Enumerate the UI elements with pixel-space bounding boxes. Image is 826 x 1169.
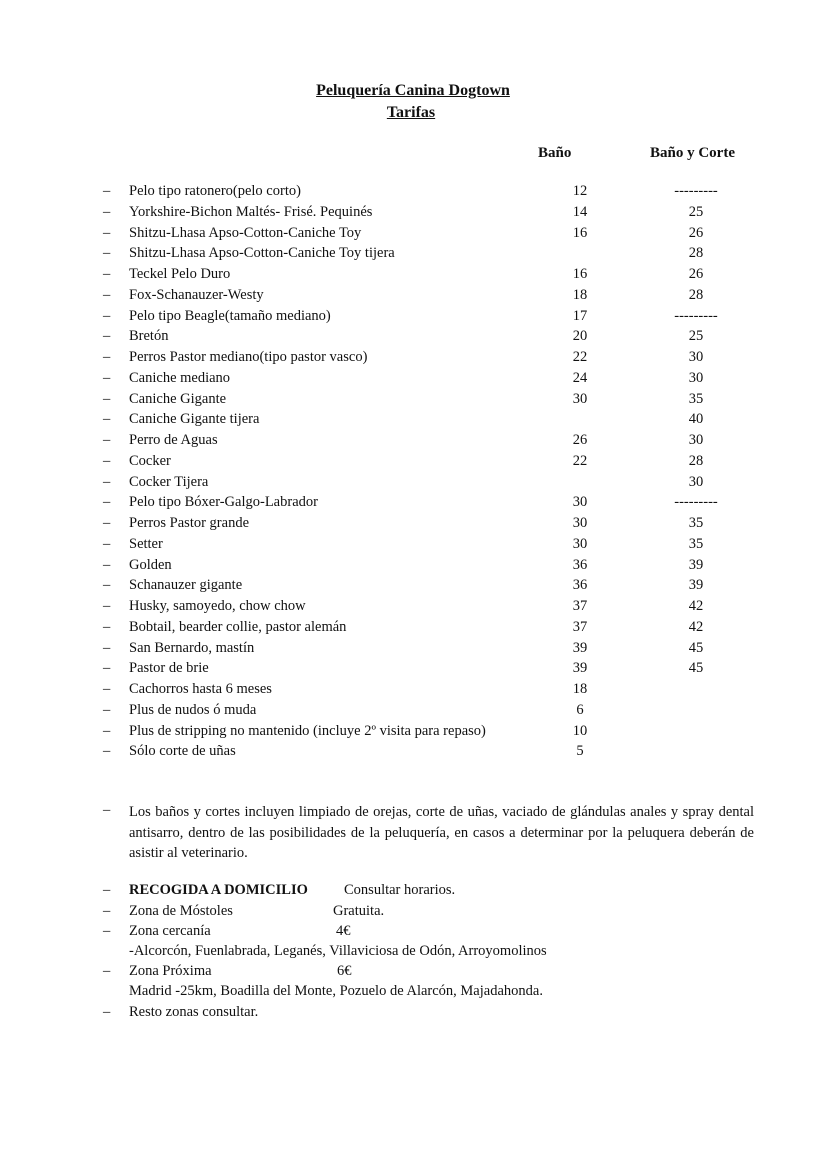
breed-label: Yorkshire-Bichon Maltés- Frisé. Pequinés <box>129 203 373 220</box>
bath-price: 14 <box>572 203 588 220</box>
price-row <box>0 430 826 450</box>
bath-cut-price: 30 <box>688 473 704 490</box>
bath-price: 22 <box>572 452 588 469</box>
bath-cut-price: 26 <box>688 266 704 282</box>
bath-price: 26 <box>572 432 588 448</box>
bullet-dash: – <box>103 722 111 739</box>
bath-cut-price: --------- <box>674 307 718 324</box>
bullet-dash: – <box>103 660 111 677</box>
bath-cut-price: 35 <box>688 390 704 407</box>
bath-price: 20 <box>572 328 588 345</box>
bullet-dash: – <box>103 923 111 939</box>
bath-cut-price: 26 <box>688 224 704 241</box>
price-row <box>0 679 826 699</box>
pickup-zone-row <box>0 961 826 981</box>
bath-cut-price: 35 <box>688 535 704 552</box>
bath-price: 17 <box>572 307 588 324</box>
breed-label: Teckel Pelo Duro <box>129 266 231 282</box>
bullet-dash: – <box>103 369 111 386</box>
bath-price: 18 <box>572 286 588 303</box>
bullet-dash: – <box>103 963 111 979</box>
breed-label: Pastor de brie <box>129 660 209 677</box>
price-row <box>0 243 826 263</box>
bath-cut-price: 30 <box>688 349 704 365</box>
breed-label: Cachorros hasta 6 meses <box>129 681 272 697</box>
price-row <box>0 264 826 284</box>
bullet-dash: – <box>103 903 111 919</box>
bath-cut-price: 28 <box>688 286 704 303</box>
price-row <box>0 534 826 554</box>
zone-price: 4€ <box>336 923 351 939</box>
bullet-dash: – <box>103 183 111 199</box>
price-row <box>0 555 826 575</box>
bath-price: 36 <box>572 577 588 594</box>
price-row <box>0 700 826 720</box>
bath-price: 12 <box>572 183 588 199</box>
bullet-dash: – <box>103 307 111 324</box>
bullet-dash: – <box>103 203 111 220</box>
price-row <box>0 721 826 741</box>
price-row <box>0 223 826 243</box>
zone-price: Gratuita. <box>333 903 385 919</box>
price-row <box>0 658 826 678</box>
zone-price: 6€ <box>337 963 352 979</box>
bullet-dash: – <box>103 882 111 898</box>
breed-label: Cocker <box>129 452 171 469</box>
bath-cut-price: 28 <box>688 452 704 469</box>
bath-cut-price: 25 <box>688 203 704 220</box>
pickup-zone-row <box>0 901 826 921</box>
breed-label: Husky, samoyedo, chow chow <box>129 598 306 614</box>
price-row <box>0 306 826 326</box>
bath-price: 5 <box>576 743 584 760</box>
price-row <box>0 409 826 429</box>
breed-label: Pelo tipo ratonero(pelo corto) <box>129 183 301 199</box>
bullet-dash: – <box>103 245 111 262</box>
bullet-dash: – <box>103 349 111 365</box>
price-row <box>0 389 826 409</box>
bath-price: 39 <box>572 660 588 677</box>
breed-label: Golden <box>129 556 172 573</box>
price-row <box>0 575 826 595</box>
zone-label: Zona cercanía <box>129 923 211 939</box>
bath-price: 30 <box>572 515 588 531</box>
bullet-dash: – <box>103 432 111 448</box>
bath-price: 36 <box>572 556 588 573</box>
zone-label: Zona de Móstoles <box>129 903 233 919</box>
bath-price: 24 <box>572 369 588 386</box>
bullet-dash: – <box>103 473 111 490</box>
pickup-rest-row <box>0 1002 826 1022</box>
bath-cut-price: 39 <box>688 577 704 594</box>
bath-price: 16 <box>572 266 588 282</box>
pickup-zone-row <box>0 921 826 941</box>
bullet-dash: – <box>103 452 111 469</box>
bullet-dash: – <box>103 494 111 511</box>
bath-cut-price: 45 <box>688 660 704 677</box>
bullet-dash: – <box>103 598 111 614</box>
bath-price: 30 <box>572 535 588 552</box>
zone-label: Zona Próxima <box>129 963 212 979</box>
services-note: Los baños y cortes incluyen limpiado de orejas, corte de uñas, vaciado de glándulas anales y spray dental antisarro, dentro de las posibilidades de la peluquería, en casos a determinar por la peluquera deberán de asistir al veterinario. <box>129 804 754 861</box>
bath-cut-price: 42 <box>688 618 704 635</box>
breed-label: Perro de Aguas <box>129 432 218 448</box>
price-row <box>0 741 826 761</box>
bullet-dash: – <box>103 681 111 697</box>
bullet-dash: – <box>103 743 111 760</box>
bath-price: 37 <box>572 598 588 614</box>
breed-label: Pelo tipo Beagle(tamaño mediano) <box>129 307 331 324</box>
price-row <box>0 368 826 388</box>
price-row <box>0 326 826 346</box>
bath-cut-price: 25 <box>688 328 704 345</box>
breed-label: Pelo tipo Bóxer-Galgo-Labrador <box>129 494 318 511</box>
price-row <box>0 451 826 471</box>
bullet-dash: – <box>103 286 111 303</box>
breed-label: Caniche Gigante tijera <box>129 411 260 428</box>
bath-price: 16 <box>572 224 588 241</box>
breed-label: Plus de stripping no mantenido (incluye 2º visita para repaso) <box>129 722 486 739</box>
column-header-bath: Baño <box>538 145 572 161</box>
bath-cut-price: 28 <box>688 245 704 262</box>
bullet-dash: – <box>103 639 111 656</box>
bullet-dash: – <box>103 701 111 718</box>
zone-towns: -Alcorcón, Fuenlabrada, Leganés, Villaviciosa de Odón, Arroyomolinos <box>129 943 547 959</box>
breed-label: Cocker Tijera <box>129 473 209 490</box>
price-row <box>0 638 826 658</box>
bath-price: 37 <box>572 618 588 635</box>
bath-price: 39 <box>572 639 588 656</box>
pickup-title-row <box>0 880 826 900</box>
bath-cut-price: --------- <box>674 183 718 199</box>
bath-cut-price: 30 <box>688 369 704 386</box>
bath-price: 30 <box>572 390 588 407</box>
bath-price: 18 <box>572 681 588 697</box>
breed-label: Caniche mediano <box>129 369 231 386</box>
bullet-dash: – <box>103 535 111 552</box>
bullet-dash: – <box>103 618 111 635</box>
bath-price: 30 <box>572 494 588 511</box>
rest-zones-note: Resto zonas consultar. <box>129 1004 259 1020</box>
bullet-dash: – <box>103 1004 111 1020</box>
price-row <box>0 596 826 616</box>
breed-label: Plus de nudos ó muda <box>129 701 257 718</box>
bath-cut-price: --------- <box>674 494 718 511</box>
price-row <box>0 181 826 201</box>
breed-label: Caniche Gigante <box>129 390 227 407</box>
document-subtitle: Tarifas <box>386 104 436 121</box>
breed-label: Perros Pastor mediano(tipo pastor vasco) <box>129 349 368 365</box>
breed-label: Fox-Schanauzer-Westy <box>129 286 264 303</box>
bath-cut-price: 39 <box>688 556 704 573</box>
price-row <box>0 492 826 512</box>
bath-cut-price: 42 <box>688 598 704 614</box>
bullet-dash: – <box>103 390 111 407</box>
bullet-dash: – <box>103 802 111 818</box>
pickup-title-note: Consultar horarios. <box>344 882 456 898</box>
bath-cut-price: 40 <box>688 411 704 428</box>
pickup-title: RECOGIDA A DOMICILIO <box>129 882 308 898</box>
bullet-dash: – <box>103 411 111 428</box>
price-row <box>0 617 826 637</box>
breed-label: Schanauzer gigante <box>129 577 243 594</box>
bath-price: 22 <box>572 349 588 365</box>
bullet-dash: – <box>103 328 111 345</box>
zone-towns: Madrid -25km, Boadilla del Monte, Pozuelo de Alarcón, Majadahonda. <box>129 983 543 999</box>
bath-cut-price: 45 <box>688 639 704 656</box>
breed-label: Shitzu-Lhasa Apso-Cotton-Caniche Toy tijera <box>129 245 395 262</box>
document-title: Peluquería Canina Dogtown <box>316 82 510 99</box>
price-row <box>0 202 826 222</box>
bath-price: 10 <box>572 722 588 739</box>
price-row <box>0 472 826 492</box>
bullet-dash: – <box>103 577 111 594</box>
breed-label: Sólo corte de uñas <box>129 743 236 760</box>
bullet-dash: – <box>103 224 111 241</box>
breed-label: Bretón <box>129 328 169 345</box>
breed-label: San Bernardo, mastín <box>129 639 255 656</box>
bullet-dash: – <box>103 515 111 531</box>
bullet-dash: – <box>103 266 111 282</box>
bullet-dash: – <box>103 556 111 573</box>
bath-cut-price: 30 <box>688 432 704 448</box>
breed-label: Bobtail, bearder collie, pastor alemán <box>129 618 347 635</box>
price-row <box>0 285 826 305</box>
breed-label: Shitzu-Lhasa Apso-Cotton-Caniche Toy <box>129 224 362 241</box>
column-header-bath-cut: Baño y Corte <box>650 145 735 161</box>
breed-label: Setter <box>129 535 163 552</box>
bath-price: 6 <box>576 701 584 718</box>
price-row <box>0 347 826 367</box>
breed-label: Perros Pastor grande <box>129 515 250 531</box>
bath-cut-price: 35 <box>688 515 704 531</box>
price-row <box>0 513 826 533</box>
